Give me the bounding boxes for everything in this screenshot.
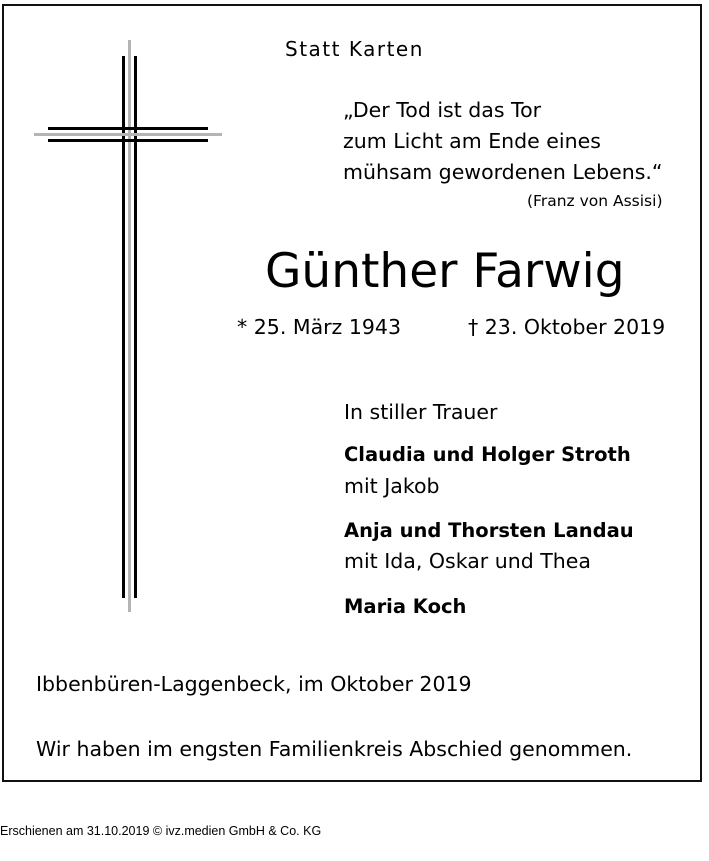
mourner-with: mit Jakob [344, 474, 440, 498]
obituary-notice [2, 4, 702, 782]
quote-line-3: mühsam gewordenen Lebens.“ [343, 160, 663, 184]
birth-date: * 25. März 1943 [237, 315, 402, 339]
mourner-name: Claudia und Holger Stroth [344, 443, 631, 466]
place-date: Ibbenbüren-Laggenbeck, im Oktober 2019 [36, 672, 472, 696]
mourner-with: mit Ida, Oskar und Thea [344, 549, 591, 573]
cross-icon [4, 6, 234, 616]
deceased-name: Günther Farwig [265, 244, 625, 299]
mourner-name: Maria Koch [344, 595, 467, 618]
mourning-intro: In stiller Trauer [344, 400, 498, 424]
header-text: Statt Karten [285, 37, 424, 61]
quote-line-1: „Der Tod ist das Tor [343, 98, 542, 122]
death-date: † 23. Oktober 2019 [468, 315, 666, 339]
publication-footer: Erschienen am 31.10.2019 © ivz.medien GmbH & Co. KG [0, 824, 322, 838]
closing-note: Wir haben im engsten Familienkreis Abschied genommen. [36, 737, 633, 761]
quote-author: (Franz von Assisi) [527, 192, 663, 210]
mourner-name: Anja und Thorsten Landau [344, 519, 634, 542]
quote-line-2: zum Licht am Ende eines [343, 129, 601, 153]
